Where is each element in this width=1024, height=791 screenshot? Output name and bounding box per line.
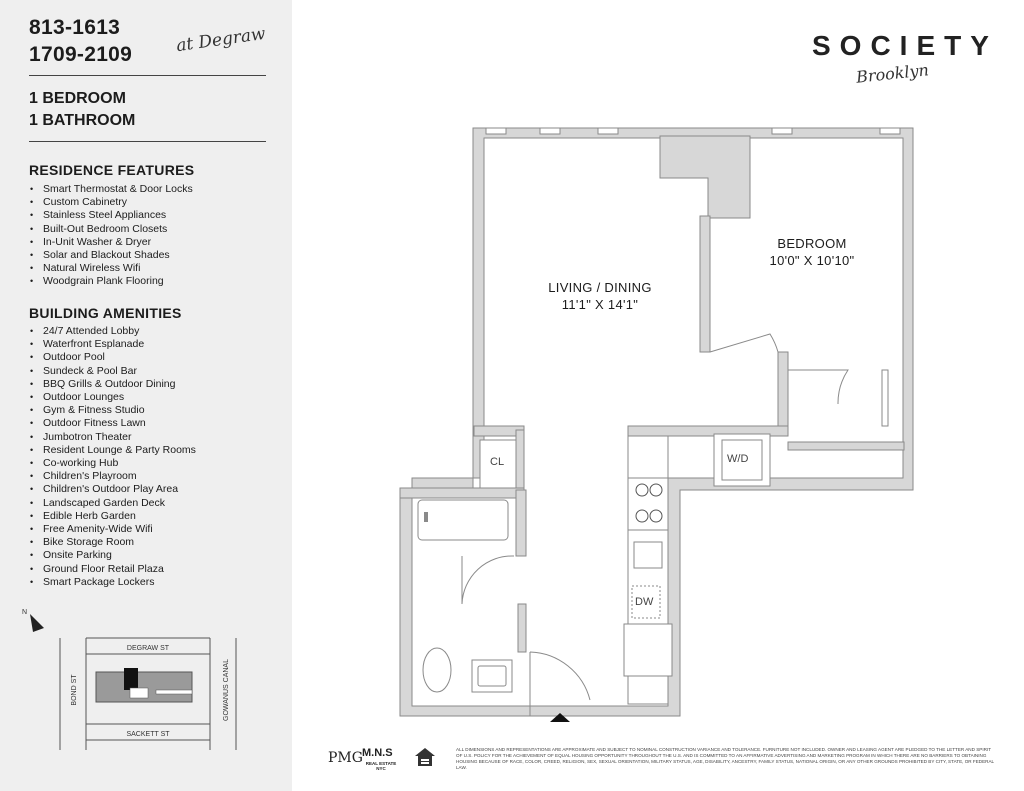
equal-housing-icon	[413, 746, 437, 770]
list-item: • Smart Package Lockers	[29, 576, 196, 589]
mns-logo: M.N.S	[362, 747, 393, 759]
building-script-label: at Degraw	[175, 23, 267, 57]
door-swing	[710, 334, 778, 352]
list-item: • Ground Floor Retail Plaza	[29, 563, 196, 576]
legal-disclaimer: ALL DIMENSIONS AND REPRESENTATIONS ARE APPROXIMATE AND SUBJECT TO NOMINAL CONSTRUCTION VARIANCE AND TOLERANCE. FURNITURE NOT INCLUDED. OWNER AND LEASING AGENT ARE PLEDGED TO THE LETTER AND SPIRIT OF U.S. POLICY FOR THE ACHIEVEMENT OF EQUAL HOUSING OPPORTUNITY THROUGHOUT THE U.S. AND IS COMMITTED TO AN AFFIRMATIVE ADVERTISING AND MARKETING PROGRAM IN WHICH THERE ARE NO BARRIERS TO OBTAINING HOUSING BECAUSE OF RACE, COLOR, CREED, RELIGION, SEX, SEXUAL ORIENTATION, MILITARY STATUS, AGE, DISABILITY, ANCESTRY, FAMILY STATUS, NATIONAL ORIGIN, OR ANY OTHER GROUNDS PROHIBITED BY CITY, STATE, OR FEDERAL LAW.	[456, 747, 994, 770]
bathtub	[418, 500, 508, 540]
list-item: • Landscaped Garden Deck	[29, 497, 196, 510]
bathroom-count: 1 BATHROOM	[29, 112, 136, 129]
closet-label: CL	[490, 456, 505, 468]
sink-basin	[478, 666, 506, 686]
bath-wall	[518, 604, 526, 652]
list-item: • Gym & Fitness Studio	[29, 404, 196, 417]
bedroom-label	[742, 235, 882, 269]
street-gowanus: GOWANUS CANAL	[223, 659, 230, 721]
list-item: • Natural Wireless Wifi	[29, 262, 193, 275]
brand-logo: SOCIETY	[812, 30, 998, 61]
window	[598, 128, 618, 134]
street-bond: BOND ST	[71, 674, 78, 706]
bedroom-wall	[700, 216, 710, 352]
unit-numbers-line1: 813-1613	[29, 16, 121, 39]
list-item: • Co-working Hub	[29, 457, 196, 470]
bedroom-name: BEDROOM	[777, 236, 847, 251]
list-item: • Free Amenity-Wide Wifi	[29, 523, 196, 536]
list-item: • Smart Thermostat & Door Locks	[29, 183, 193, 196]
toilet	[423, 648, 451, 692]
list-item: • Outdoor Fitness Lawn	[29, 417, 196, 430]
bedroom-count: 1 BEDROOM	[29, 90, 126, 107]
closet-wall	[788, 442, 904, 450]
list-item: • Edible Herb Garden	[29, 510, 196, 523]
list-item: • Children's Playroom	[29, 470, 196, 483]
list-item: • Children's Outdoor Play Area	[29, 483, 196, 496]
closet-wall	[516, 430, 524, 490]
list-item: • Woodgrain Plank Flooring	[29, 275, 193, 288]
street-degraw: DEGRAW ST	[126, 645, 170, 652]
list-item: • Sundeck & Pool Bar	[29, 365, 196, 378]
window	[540, 128, 560, 134]
list-item: • Bike Storage Room	[29, 536, 196, 549]
list-item: • In-Unit Washer & Dryer	[29, 236, 193, 249]
list-item: • Outdoor Pool	[29, 351, 196, 364]
shaft	[660, 136, 750, 218]
door-swing	[788, 370, 848, 404]
living-room-name: LIVING / DINING	[548, 280, 652, 295]
list-item: • Resident Lounge & Party Rooms	[29, 444, 196, 457]
street-sackett: SACKETT ST	[126, 731, 170, 738]
building-amenities-heading: BUILDING AMENITIES	[29, 305, 182, 321]
unit-numbers-line2: 1709-2109	[29, 43, 133, 66]
list-item: • Onsite Parking	[29, 549, 196, 562]
brand-sub: Brooklyn	[855, 60, 930, 87]
north-label: N	[22, 609, 28, 616]
living-room-label	[530, 279, 670, 313]
bedroom-dimensions: 10'0" X 10'10"	[769, 253, 855, 268]
list-item: • 24/7 Attended Lobby	[29, 325, 196, 338]
list-item: • Waterfront Esplanade	[29, 338, 196, 351]
dishwasher-label: DW	[635, 596, 654, 608]
list-item: • Jumbotron Theater	[29, 431, 196, 444]
interior-wall	[778, 352, 788, 426]
list-item: • BBQ Grills & Outdoor Dining	[29, 378, 196, 391]
bath-wall	[516, 490, 526, 556]
list-item: • Stainless Steel Appliances	[29, 209, 193, 222]
list-item: • Built-Out Bedroom Closets	[29, 223, 193, 236]
door-swing	[462, 556, 514, 604]
list-item: • Solar and Blackout Shades	[29, 249, 193, 262]
tub-drain	[424, 512, 428, 522]
list-item: • Custom Cabinetry	[29, 196, 193, 209]
living-room-dimensions: 11'1" X 14'1"	[561, 297, 639, 312]
window	[772, 128, 792, 134]
closet-door	[882, 370, 888, 426]
cooktop	[628, 478, 668, 530]
window	[486, 128, 506, 134]
pmg-logo: PMG	[328, 750, 363, 766]
bath-wall	[400, 488, 524, 498]
kitchen-sink	[634, 542, 662, 568]
residence-features-heading: RESIDENCE FEATURES	[29, 162, 195, 178]
washer-dryer-label: W/D	[727, 453, 749, 465]
mns-logo-sub: REAL ESTATE NYC	[365, 761, 397, 771]
window	[880, 128, 900, 134]
list-item: • Outdoor Lounges	[29, 391, 196, 404]
refrigerator	[624, 624, 672, 676]
